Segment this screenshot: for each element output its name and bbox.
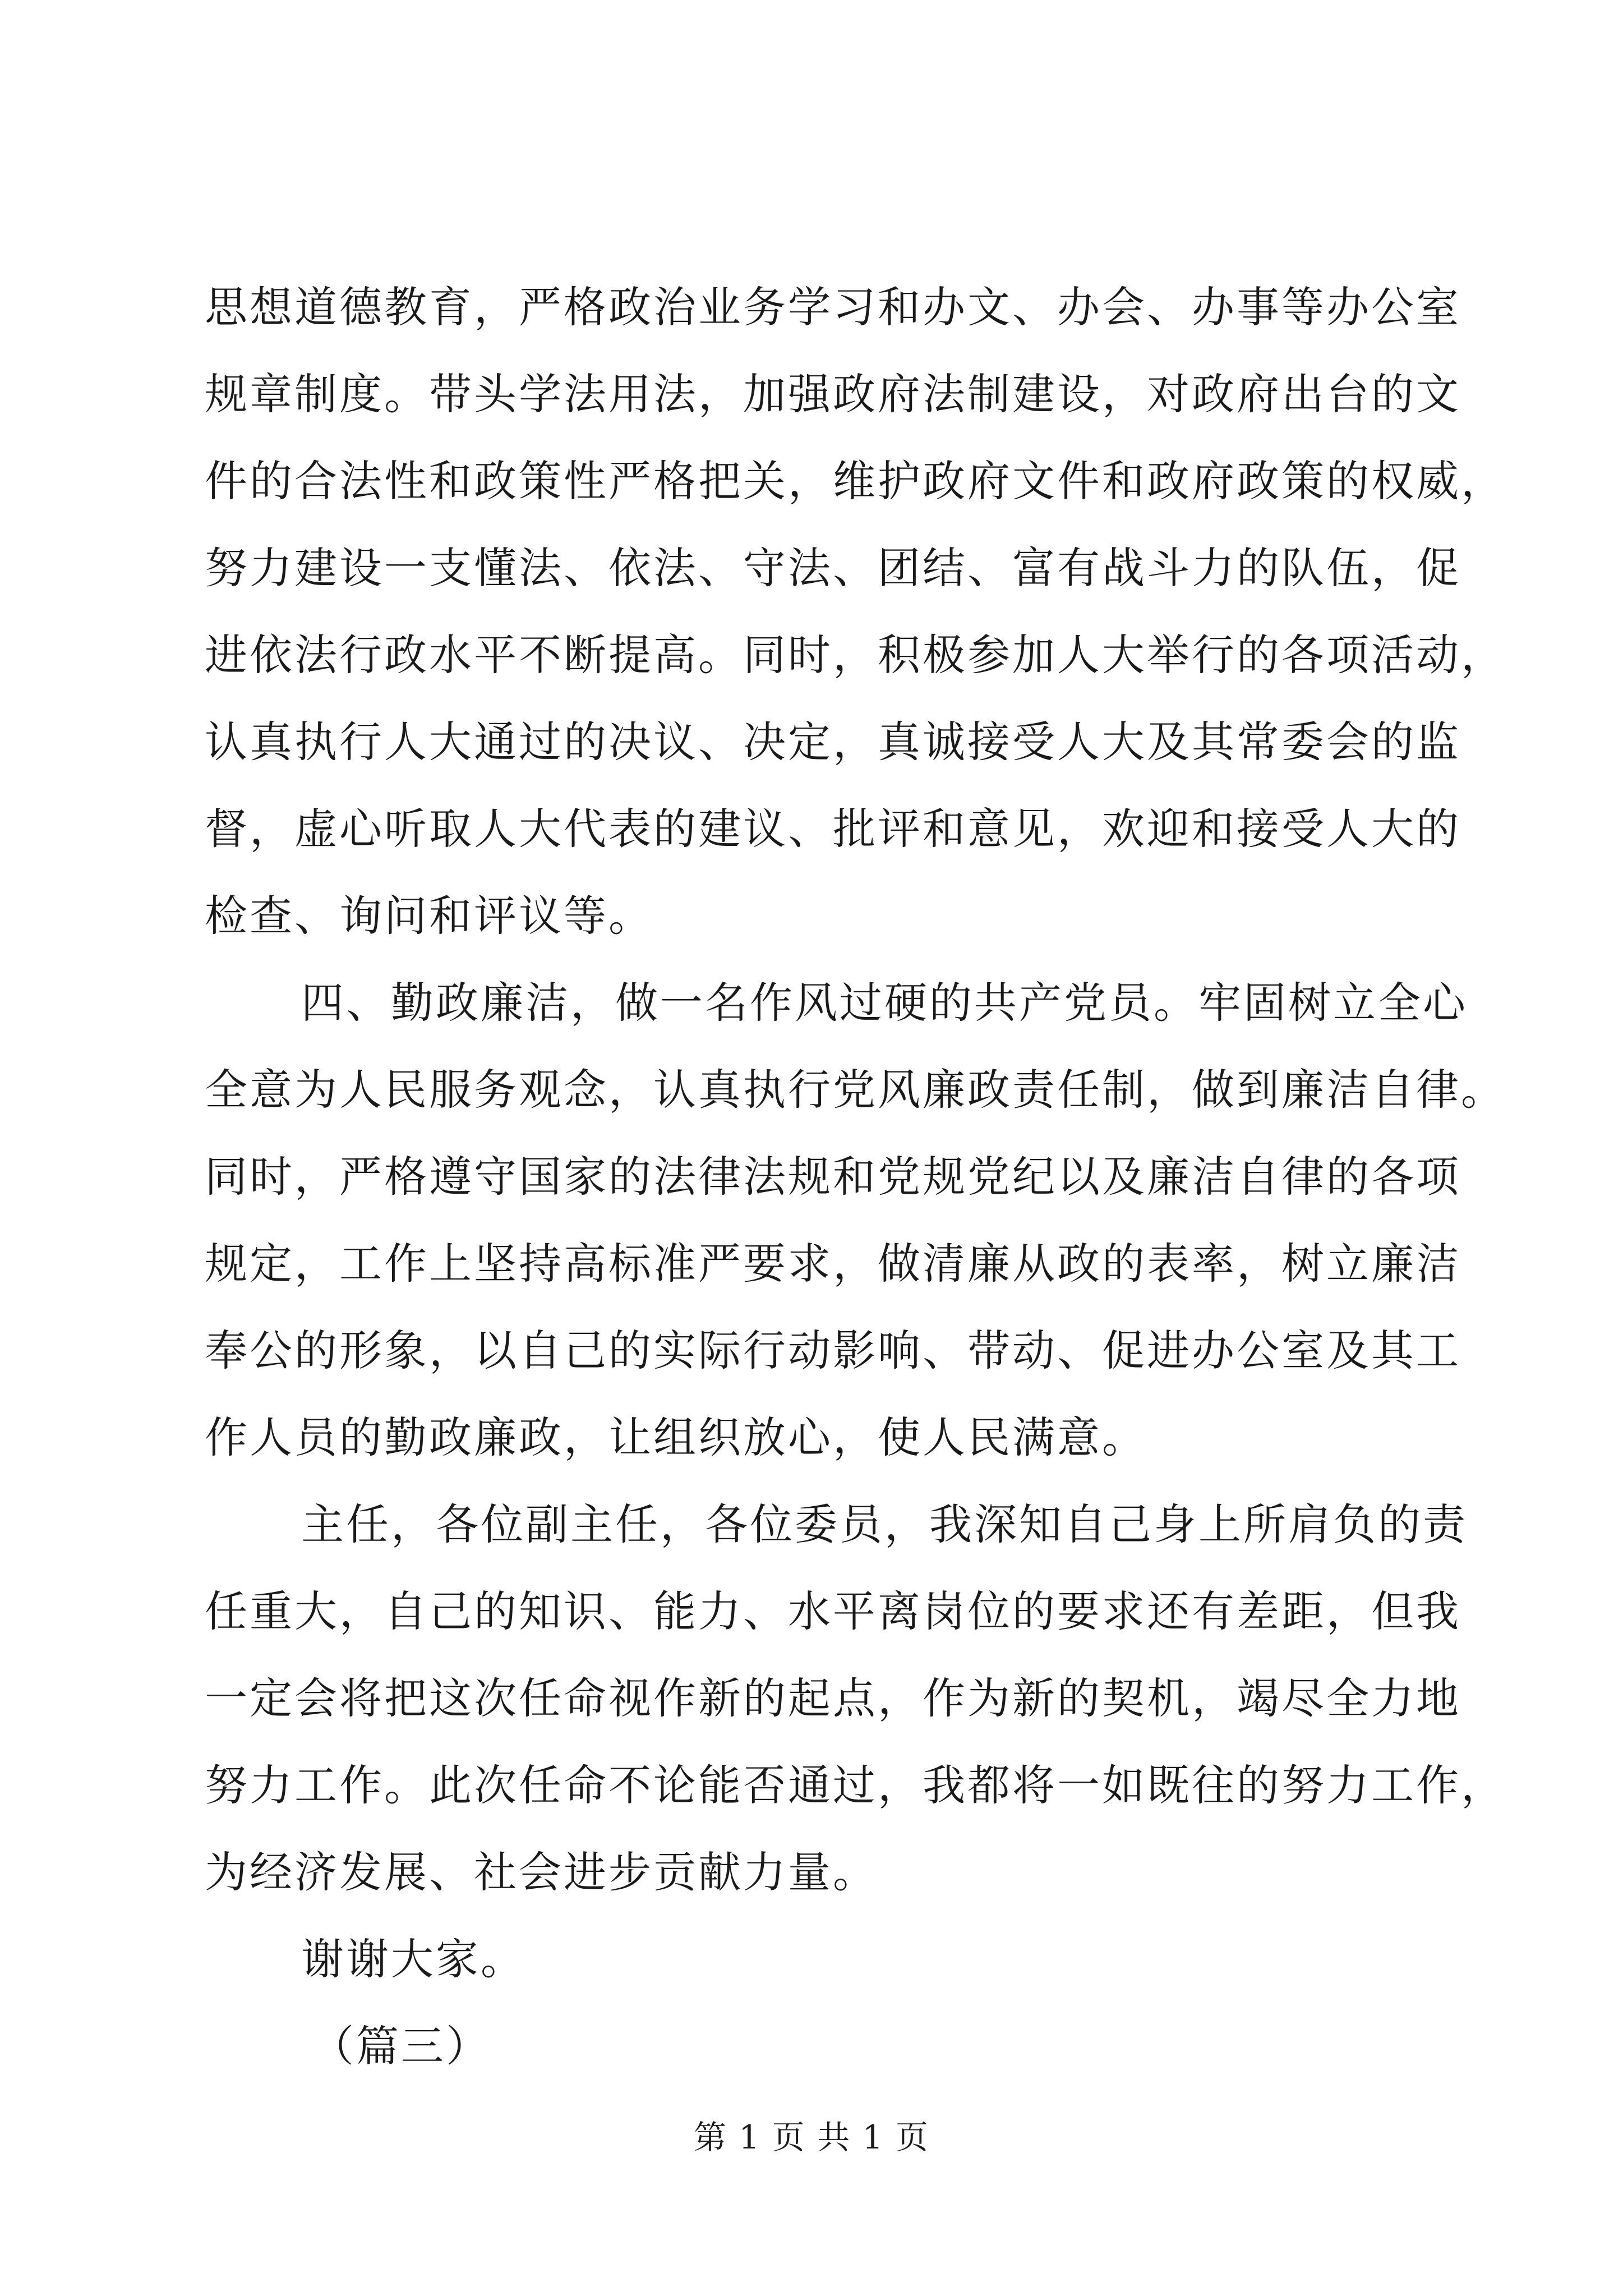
text-line: 检查、询问和评议等。 [205,891,653,941]
text-line: 为经济发展、社会进步贡献力量。 [205,1847,878,1897]
text-line: 督，虚心听取人大代表的建议、批评和意见，欢迎和接受人大的 [205,804,1461,854]
text-line: 任重大，自己的知识、能力、水平离岗位的要求还有差距，但我 [205,1586,1461,1636]
text-line: 努力建设一支懂法、依法、守法、团结、富有战斗力的队伍，促 [205,543,1461,593]
section-heading: （篇三） [311,2021,491,2071]
text-line: 努力工作。此次任命不论能否通过，我都将一如既往的努力工作， [205,1760,1506,1810]
text-line: 作人员的勤政廉政，让组织放心，使人民满意。 [205,1412,1147,1462]
text-line: 件的合法性和政策性严格把关，维护政府文件和政府政策的权威， [205,456,1506,506]
text-line: 全意为人民服务观念，认真执行党风廉政责任制，做到廉洁自律。 [205,1065,1506,1115]
text-line: 奉公的形象，以自己的实际行动影响、带动、促进办公室及其工 [205,1326,1461,1375]
paragraph-start-line: 四、勤政廉洁，做一名作风过硬的共产党员。牢固树立全心 [301,978,1468,1028]
text-line: 规章制度。带头学法用法，加强政府法制建设，对政府出台的文 [205,369,1461,419]
text-line: 同时，严格遵守国家的法律法规和党规党纪以及廉洁自律的各项 [205,1152,1461,1202]
text-line: 规定，工作上坚持高标准严要求，做清廉从政的表率，树立廉洁 [205,1239,1461,1289]
text-line: 思想道德教育，严格政治业务学习和办文、办会、办事等办公室 [205,282,1461,332]
paragraph-start-line: 主任，各位副主任，各位委员，我深知自己身上所肩负的责 [301,1499,1468,1549]
page-number: 第 1 页 共 1 页 [694,2118,929,2156]
document-body [205,264,1506,2090]
text-line: 进依法行政水平不断提高。同时，积极参加人大举行的各项活动， [205,630,1506,680]
text-line: 一定会将把这次任命视作新的起点，作为新的契机，竭尽全力地 [205,1673,1461,1723]
text-line: 认真执行人大通过的决议、决定，真诚接受人大及其常委会的监 [205,717,1461,767]
closing-line: 谢谢大家。 [301,1934,525,1984]
page-footer [0,2115,1623,2160]
